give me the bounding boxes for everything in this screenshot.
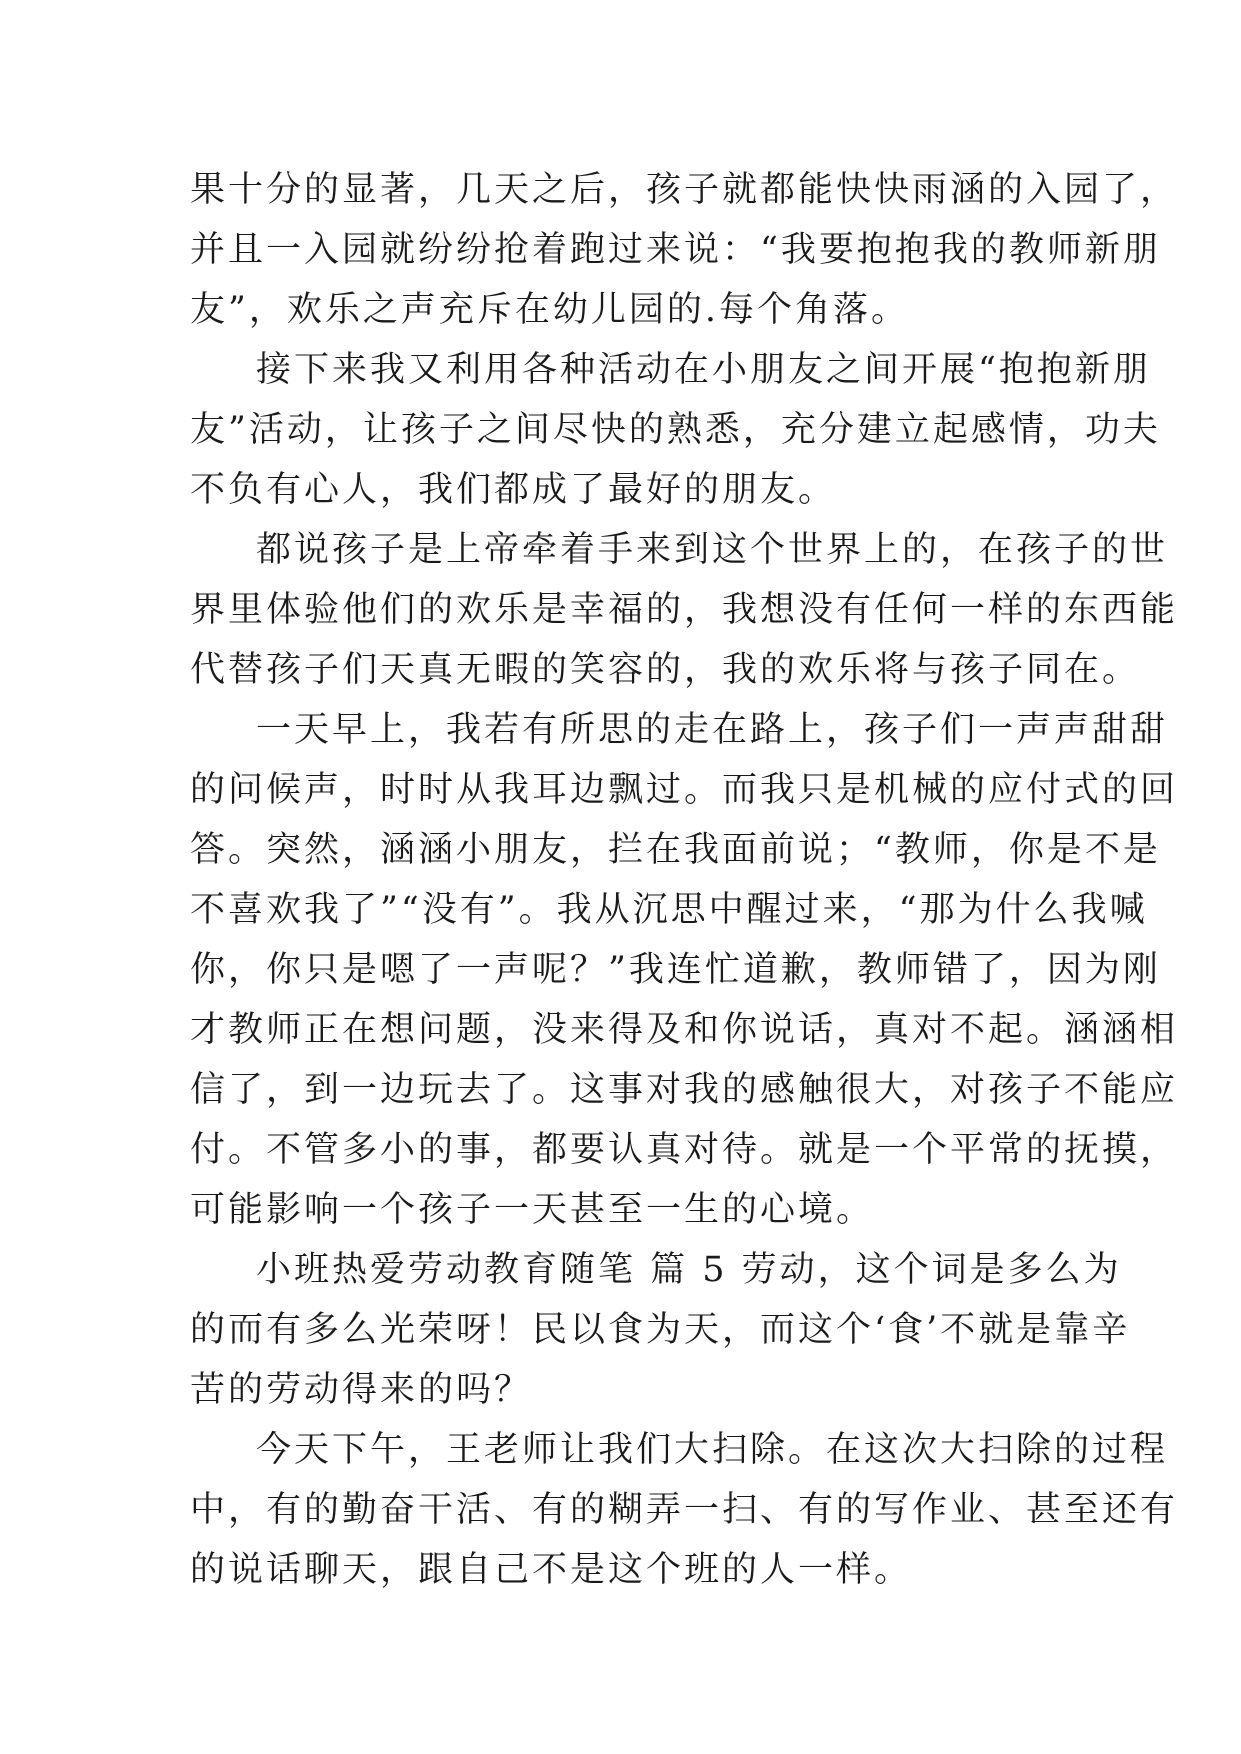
text-line: 果十分的显著，几天之后，孩子就都能快快雨涵的入园了， xyxy=(190,170,1179,210)
text-line: 界里体验他们的欢乐是幸福的，我想没有任何一样的东西能 xyxy=(190,590,1179,630)
paragraph-first-line: 今天下午，王老师让我们大扫除。在这次大扫除的过程 xyxy=(256,1430,1169,1470)
text-line: 付。不管多小的事，都要认真对待。就是一个平常的抚摸， xyxy=(190,1130,1179,1170)
text-line: 苦的劳动得来的吗？ xyxy=(190,1370,533,1410)
paragraph-first-line: 接下来我又利用各种活动在小朋友之间开展“抱抱新朋 xyxy=(256,350,1151,390)
text-line: 答。突然，涵涵小朋友，拦在我面前说；“教师，你是不是 xyxy=(190,830,1161,870)
document-body xyxy=(190,160,1179,1600)
paragraph-first-line: 一天早上，我若有所思的走在路上，孩子们一声声甜甜 xyxy=(256,710,1169,750)
text-line: 友”，欢乐之声充斥在幼儿园的.每个角落。 xyxy=(190,290,910,330)
text-line: 友”活动，让孩子之间尽快的熟悉，充分建立起感情，功夫 xyxy=(190,410,1161,450)
text-line: 信了，到一边玩去了。这事对我的感触很大，对孩子不能应 xyxy=(190,1070,1179,1110)
text-line: 才教师正在想问题，没来得及和你说话，真对不起。涵涵相 xyxy=(190,1010,1179,1050)
text-line: 的而有多么光荣呀！民以食为天，而这个‘食’不就是靠辛 xyxy=(190,1310,1131,1350)
section-heading-line: 小班热爱劳动教育随笔 篇 5 劳动，这个词是多么为 xyxy=(256,1250,1122,1290)
text-line: 并且一入园就纷纷抢着跑过来说：“我要抱抱我的教师新朋 xyxy=(190,230,1161,270)
text-line: 你，你只是嗯了一声呢？”我连忙道歉，教师错了，因为刚 xyxy=(190,950,1161,990)
text-line: 不负有心人，我们都成了最好的朋友。 xyxy=(190,470,837,510)
text-line: 的问候声，时时从我耳边飘过。而我只是机械的应付式的回 xyxy=(190,770,1179,810)
text-line: 的说话聊天，跟自己不是这个班的人一样。 xyxy=(190,1550,913,1590)
text-line: 不喜欢我了”“没有”。我从沉思中醒过来，“那为什么我喊 xyxy=(190,890,1148,930)
text-line: 可能影响一个孩子一天甚至一生的心境。 xyxy=(190,1190,875,1230)
paragraph-first-line: 都说孩子是上帝牵着手来到这个世界上的，在孩子的世 xyxy=(256,530,1169,570)
text-line: 代替孩子们天真无暇的笑容的，我的欢乐将与孩子同在。 xyxy=(190,650,1141,690)
text-line: 中，有的勤奋干活、有的糊弄一扫、有的写作业、甚至还有 xyxy=(190,1490,1179,1530)
